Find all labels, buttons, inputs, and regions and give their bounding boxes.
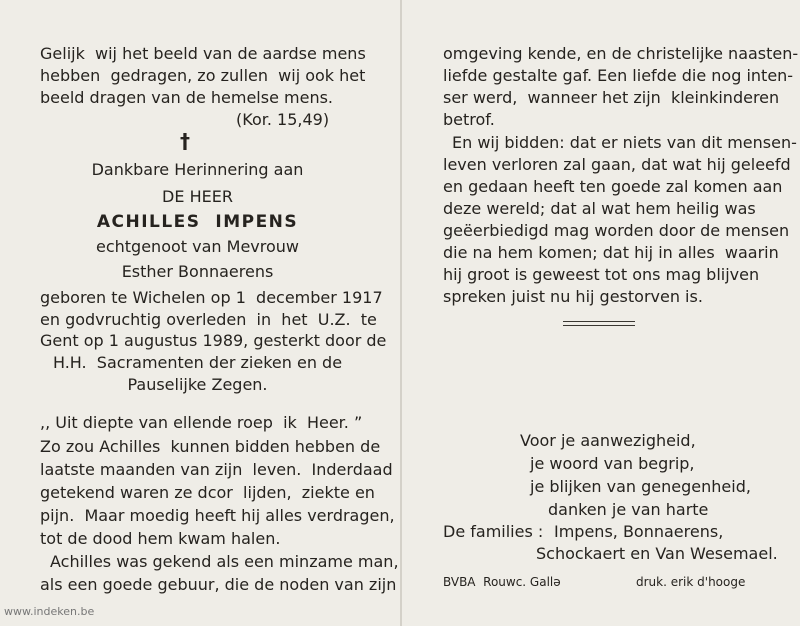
family-names: Schockaert en Van Wesemael. [536,544,778,563]
text-line: laatste maanden van zijn leven. Inderdaad [40,460,393,479]
divider-line [563,325,635,326]
intro-text: Dankbare Herinnering aan [91,160,304,179]
text-line: Achilles was gekend als een minzame man, [50,552,399,571]
text-line: spreken juist nu hij gestorven is. [443,287,703,306]
bio-line: geboren te Wichelen op 1 december 1917 [40,288,383,307]
text-line: omgeving kende, en de christelijke naasten- [443,44,799,63]
spouse-line: echtgenoot van Mevrouw [96,237,299,256]
bio-line: Pauselijke Zegen. [127,375,268,394]
text-line: liefde gestalte gaf. Een liefde die nog inten- [443,66,794,85]
text-line: getekend waren ze dcor lijden, ziekte en [40,483,375,502]
text-line: die na hem komen; dat hij in alles waarin [443,243,779,262]
title-text: DE HEER [162,187,233,206]
text-line: deze wereld; dat al wat hem heilig was [443,199,756,218]
text-line: ser werd, wanneer het zijn kleinkinderen [443,88,780,107]
watermark: www.indeken.be [4,605,95,618]
family-names: Impens, Bonnaerens, [554,522,724,541]
text-line: betrof. [443,110,495,129]
divider-line [563,321,635,322]
thanks-line: je woord van begrip, [530,454,695,473]
text-line: pijn. Maar moedig heeft hij alles verdragen, [40,506,395,525]
thanks-line: je blijken van genegenheid, [530,477,751,496]
text-line: geëerbiedigd mag worden door de mensen [443,221,790,240]
verse-line: beeld dragen van de hemelse mens. [40,88,333,107]
verse-line: hebben gedragen, zo zullen wij ook het [40,66,366,85]
text-line: en gedaan heeft ten goede zal komen aan [443,177,783,196]
bio-line: Gent op 1 augustus 1989, gesterkt door de [40,331,387,350]
fold-line [400,0,402,626]
text-line: Zo zou Achilles kunnen bidden hebben de [40,437,381,456]
thanks-line: danken je van harte [548,500,709,519]
text-line: En wij bidden: dat er niets van dit mensen- [452,133,797,152]
verse-line: Gelijk wij het beeld van de aardse mens [40,44,366,63]
undertaker-credit: BVBA Rouwc. Gallə [443,575,561,589]
bio-line: en godvruchtig overleden in het U.Z. te [40,310,377,329]
text-line: leven verloren zal gaan, dat wat hij geleefd [443,155,791,174]
text-line: ,, Uit diepte van ellende roep ik Heer. ” [40,413,363,432]
thanks-line: Voor je aanwezigheid, [520,431,696,450]
text-line: hij groot is geweest tot ons mag blijven [443,265,760,284]
deceased-name: ACHILLES IMPENS [96,212,299,232]
spouse-name: Esther Bonnaerens [121,262,274,281]
text-line: als een goede gebuur, die de noden van zijn [40,575,397,594]
cross-icon: † [180,129,190,153]
family-label: De families : [443,522,544,541]
verse-reference: (Kor. 15,49) [236,110,330,129]
printer-credit: druk. erik d'hooge [636,575,746,589]
bio-line: H.H. Sacramenten der zieken en de [52,353,343,372]
text-line: tot de dood hem kwam halen. [40,529,281,548]
